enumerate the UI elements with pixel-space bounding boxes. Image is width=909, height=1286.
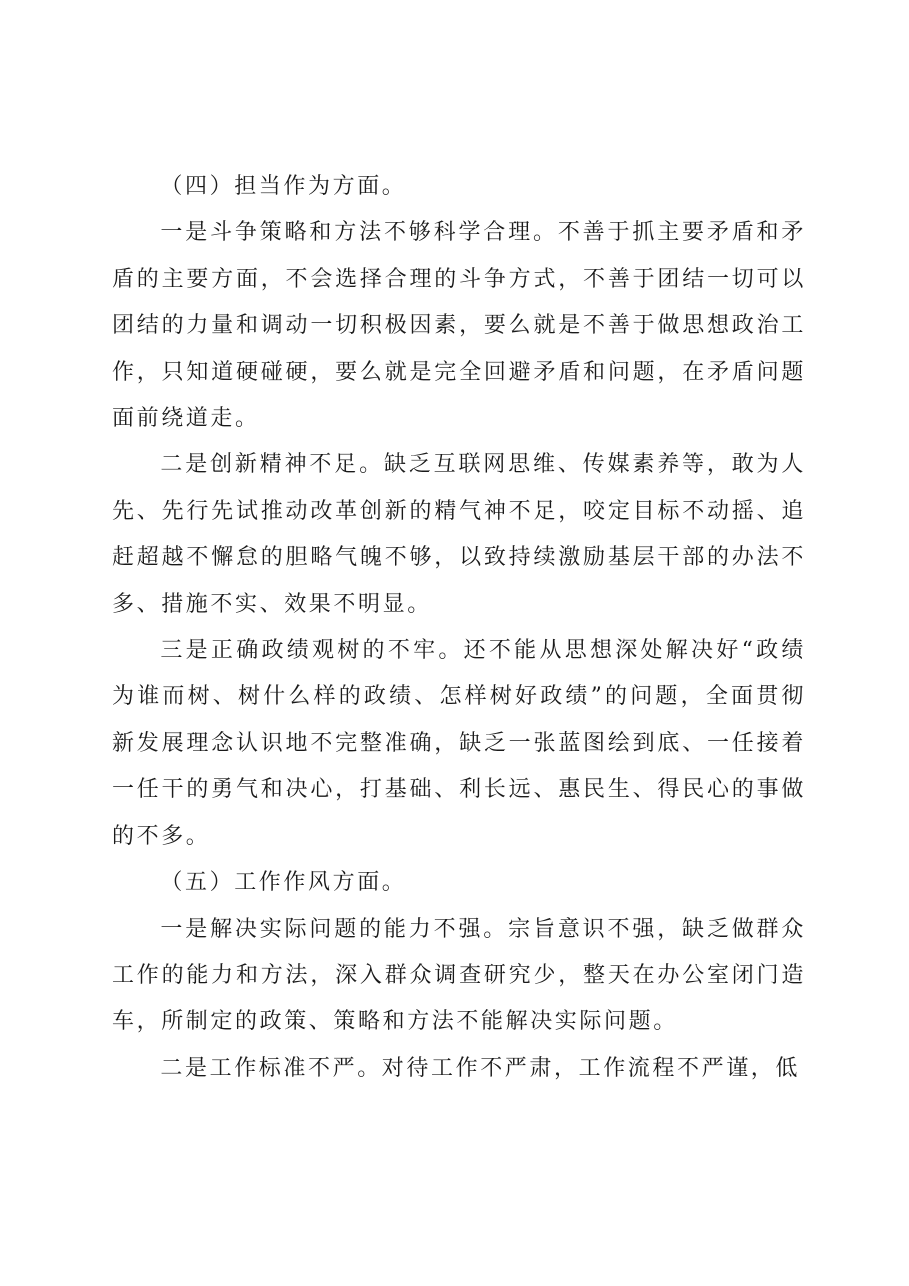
paragraph-work-standards: 二是工作标准不严。对待工作不严肃，工作流程不严谨，低 <box>160 1055 800 1081</box>
paragraph-struggle-strategy: 一是斗争策略和方法不够科学合理。不善于抓主要矛盾和矛盾的主要方面，不会选择合理的斗争方式，不善于团结一切可以团结的力量和调动一切积极因素，要么就是不善于做思想政治工作，只知道硬碰硬，要么就是完全回避矛盾和问题，在矛盾问题面前绕道走。 <box>112 220 806 432</box>
paragraph-problem-solving: 一是解决实际问题的能力不强。宗旨意识不强，缺乏做群众工作的能力和方法，深入群众调查研究少，整天在办公室闭门造车，所制定的政策、策略和方法不能解决实际问题。 <box>112 916 806 1035</box>
paragraph-innovation: 二是创新精神不足。缺乏互联网思维、传媒素养等，敢为人先、先行先试推动改革创新的精气神不足，咬定目标不动摇、追赶超越不懈怠的胆略气魄不够，以致持续激励基层干部的办法不多、措施不实、效果不明显。 <box>112 452 806 617</box>
section-heading-5: （五）工作作风方面。 <box>160 870 407 896</box>
section-heading-4: （四）担当作为方面。 <box>160 174 407 199</box>
paragraph-performance-view: 三是正确政绩观树的不牢。还不能从思想深处解决好“政绩为谁而树、树什么样的政绩、怎样树好政绩”的问题，全面贯彻新发展理念认识地不完整准确，缺乏一张蓝图绘到底、一任接着一任干的勇气和决心，打基础、利长远、惠民生、得民心的事做的不多。 <box>112 638 806 849</box>
document-body <box>112 164 806 1092</box>
